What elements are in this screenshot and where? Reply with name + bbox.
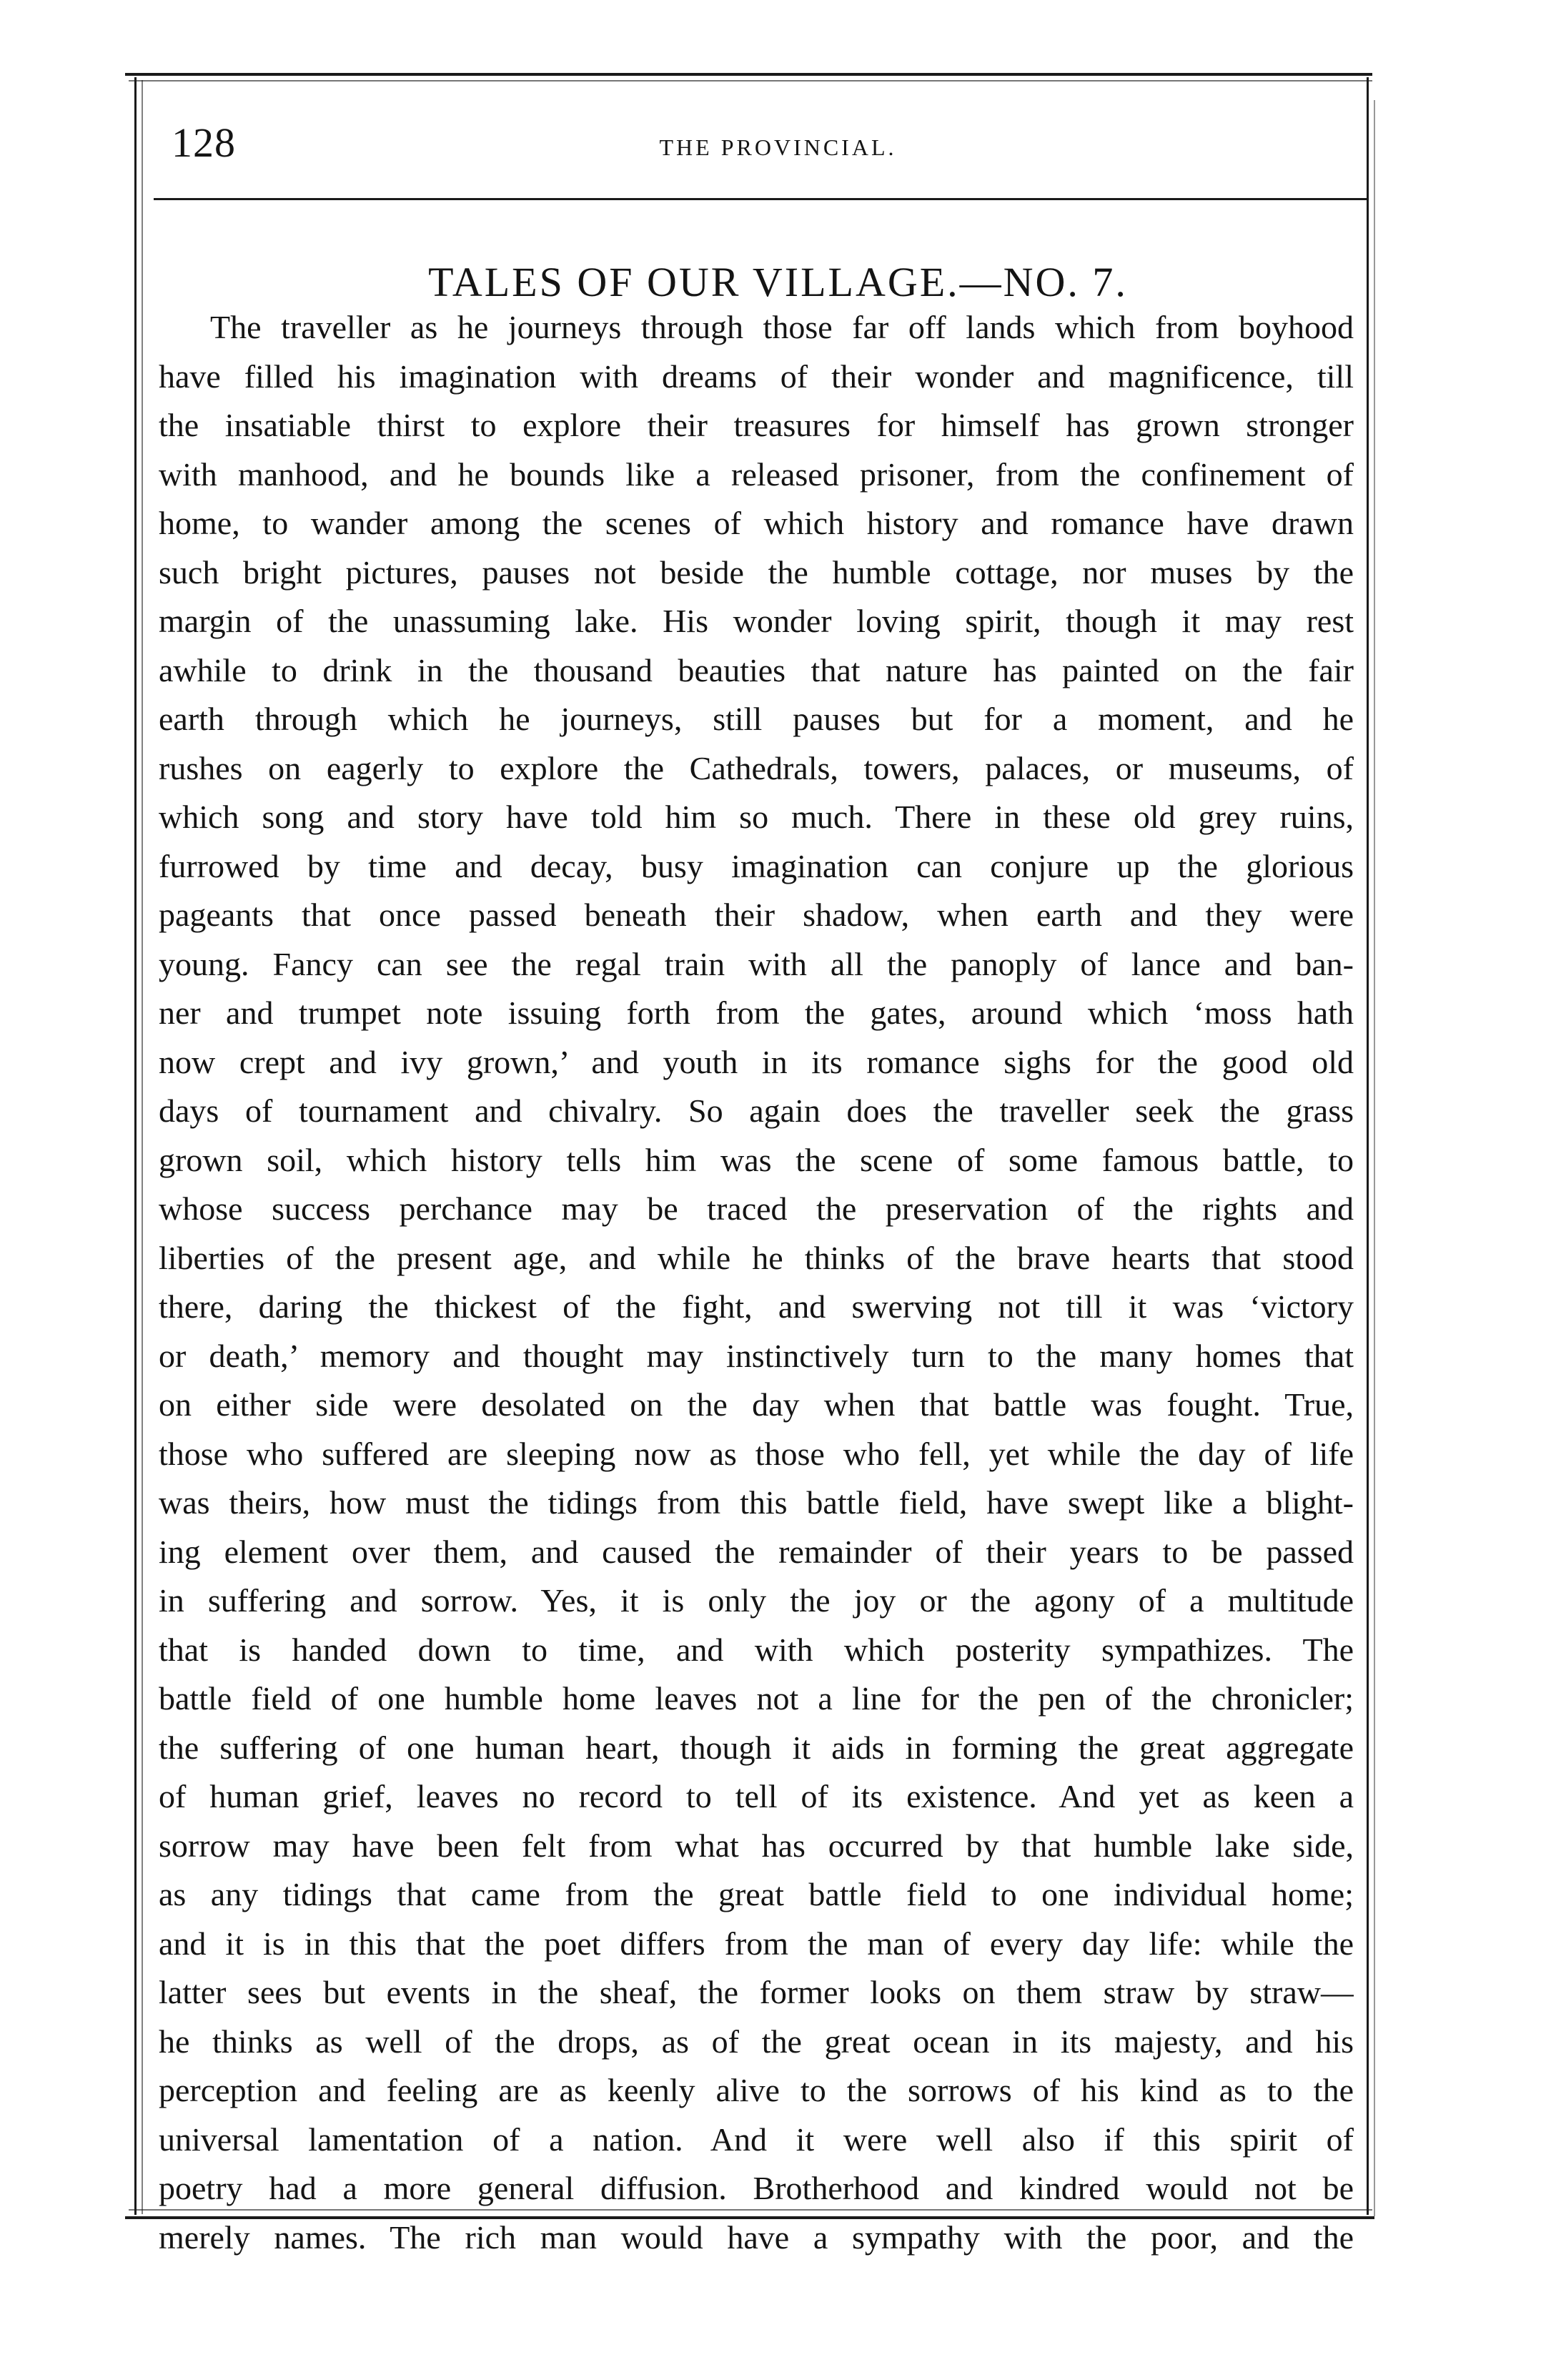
body-line: the suffering of one human heart, though it aids in forming the great aggregate: [159, 1729, 1354, 1766]
left-frame-border: [134, 77, 137, 2215]
body-line: home, to wander among the scenes of which history and romance have drawn: [159, 505, 1354, 541]
body-line: there, daring the thickest of the fight, and swerving not till it was ‘victory: [159, 1288, 1354, 1325]
body-line: days of tournament and chivalry. So again does the traveller seek the grass: [159, 1092, 1354, 1129]
body-line: margin of the unassuming lake. His wonder loving spirit, though it may rest: [159, 603, 1354, 639]
body-line: The traveller as he journeys through those far off lands which from boyhood: [210, 309, 1354, 345]
body-line: the insatiable thirst to explore their treasures for himself has grown stronger: [159, 407, 1354, 443]
body-line: or death,’ memory and thought may instinctively turn to the many homes that: [159, 1337, 1354, 1374]
left-frame-border-inner: [142, 80, 143, 2214]
body-line: perception and feeling are as keenly alive to the sorrows of his kind as to the: [159, 2072, 1354, 2108]
body-line: in suffering and sorrow. Yes, it is only the joy or the agony of a multitude: [159, 1582, 1354, 1619]
body-line: grown soil, which history tells him was the scene of some famous battle, to: [159, 1141, 1354, 1178]
body-line: such bright pictures, pauses not beside the humble cottage, nor muses by the: [159, 553, 1354, 591]
body-line: liberties of the present age, and while he thinks of the brave hearts that stood: [159, 1239, 1354, 1276]
right-frame-border: [1367, 77, 1369, 2215]
article-title: TALES OF OUR VILLAGE.—NO. 7.: [428, 259, 1128, 305]
body-line: poetry had a more general diffusion. Brotherhood and kindred would not be: [159, 2170, 1354, 2206]
body-line: universal lamentation of a nation. And it were well also if this spirit of: [159, 2120, 1354, 2158]
body-line: merely names. The rich man would have a sympathy with the poor, and the: [159, 2218, 1354, 2256]
body-line: those who suffered are sleeping now as those who fell, yet while the day of life: [159, 1435, 1354, 1472]
body-line: furrowed by time and decay, busy imagination can conjure up the glorious: [159, 847, 1354, 884]
body-line: was theirs, how must the tidings from this battle field, have swept like a blight-: [159, 1484, 1354, 1521]
body-line: young. Fancy can see the regal train with all the panoply of lance and ban-: [159, 945, 1354, 982]
body-line: rushes on eagerly to explore the Cathedrals, towers, palaces, or museums, of: [159, 749, 1354, 786]
top-frame-rule: [125, 73, 1372, 76]
body-line: awhile to drink in the thousand beauties that nature has painted on the fair: [159, 651, 1354, 688]
article-body: [159, 303, 1354, 2262]
right-frame-border-inner: [1374, 100, 1375, 2216]
body-line: have filled his imagination with dreams of their wonder and magnificence, till: [159, 357, 1354, 395]
body-line: he thinks as well of the drops, as of the great ocean in its majesty, and his: [159, 2023, 1354, 2060]
body-line: that is handed down to time, and with which posterity sympathizes. The: [159, 1631, 1354, 1668]
body-line: earth through which he journeys, still pauses but for a moment, and he: [159, 701, 1354, 737]
running-head: THE PROVINCIAL.: [659, 134, 897, 160]
body-line: which song and story have told him so much. There in these old grey ruins,: [159, 799, 1354, 835]
body-line: with manhood, and he bounds like a released prisoner, from the confinement of: [159, 455, 1354, 493]
body-line: sorrow may have been felt from what has occurred by that humble lake side,: [159, 1827, 1354, 1864]
body-line: pageants that once passed beneath their shadow, when earth and they were: [159, 897, 1354, 933]
body-line: ner and trumpet note issuing forth from the gates, around which ‘moss hath: [159, 994, 1354, 1031]
body-line: latter sees but events in the sheaf, the former looks on them straw by straw—: [159, 1974, 1354, 2010]
body-line: as any tidings that came from the great battle field to one individual home;: [159, 1876, 1354, 1912]
body-line: now crept and ivy grown,’ and youth in its romance sighs for the good old: [159, 1043, 1354, 1080]
page-number: 128: [172, 119, 236, 166]
body-line: and it is in this that the poet differs from the man of every day life: while the: [159, 1925, 1354, 1962]
body-line: of human grief, leaves no record to tell of its existence. And yet as keen a: [159, 1778, 1354, 1814]
body-line: on either side were desolated on the day when that battle was fought. True,: [159, 1386, 1354, 1423]
body-line: battle field of one humble home leaves not a line for the pen of the chronicler;: [159, 1680, 1354, 1717]
body-line: whose success perchance may be traced the preservation of the rights and: [159, 1190, 1354, 1227]
top-frame-rule-inner: [129, 80, 1372, 82]
header-rule: [154, 198, 1369, 200]
body-line: ing element over them, and caused the remainder of their years to be passed: [159, 1533, 1354, 1570]
